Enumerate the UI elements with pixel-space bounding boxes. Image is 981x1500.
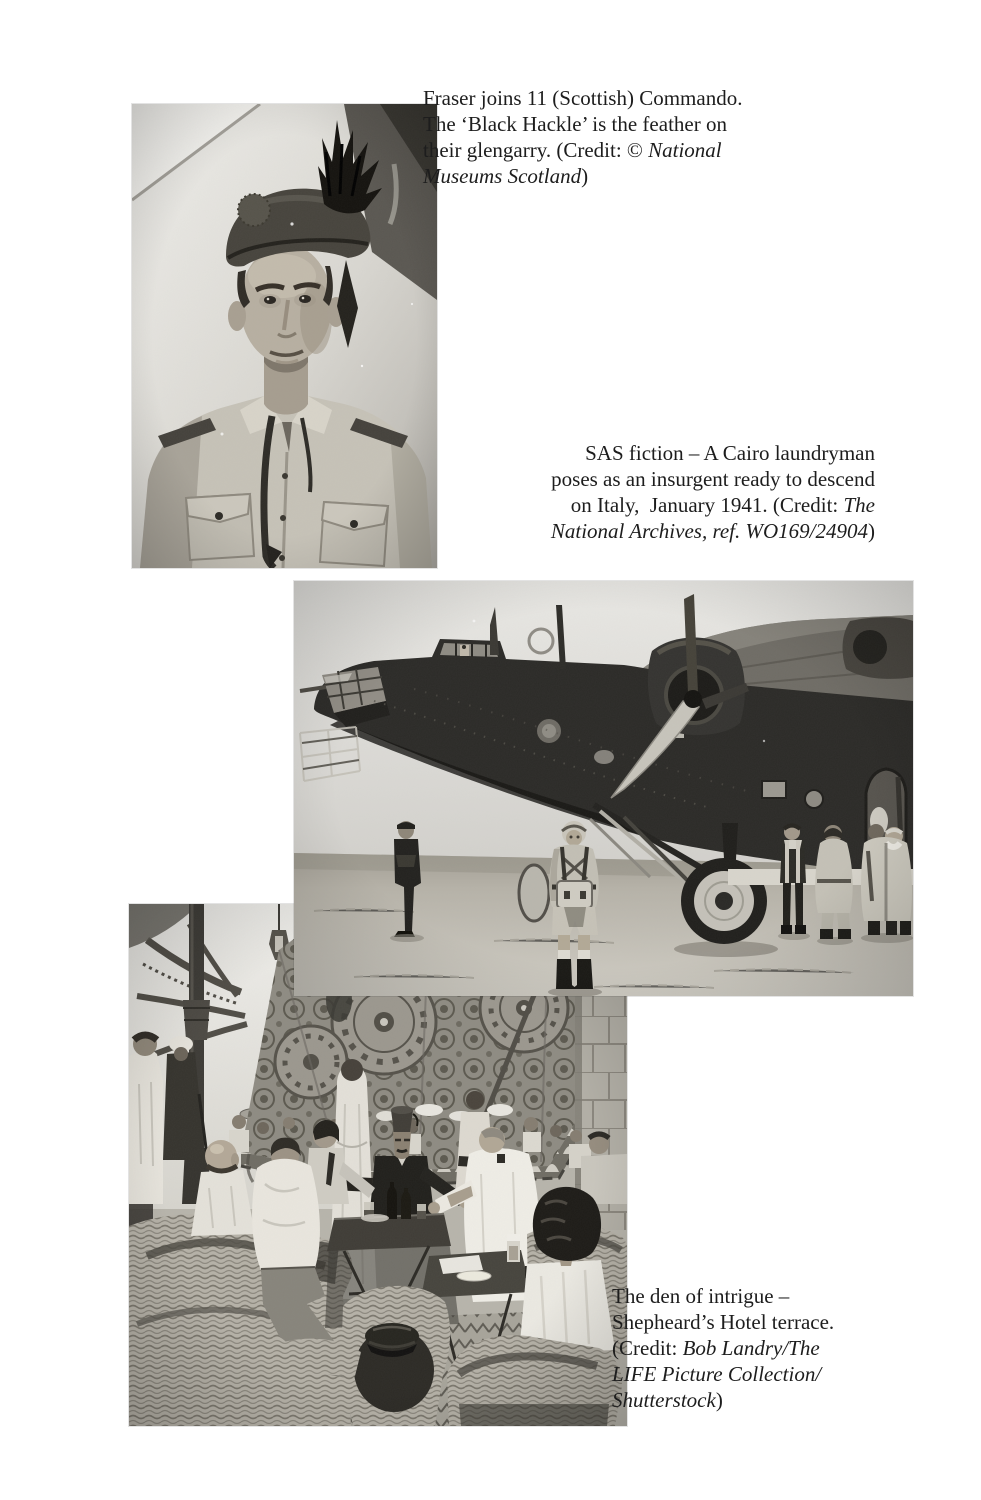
aircraft-photo-svg	[294, 581, 913, 996]
caption-line	[612, 1309, 952, 1335]
portrait-photo-svg	[132, 104, 437, 568]
caption-line	[435, 492, 875, 518]
caption-line	[435, 466, 875, 492]
caption-text: Shutterstock	[612, 1388, 716, 1412]
caption-text: National Archives, ref. WO169/24904	[550, 519, 868, 543]
photo-fraser-portrait	[132, 104, 437, 568]
caption-text: (Credit:	[612, 1336, 683, 1360]
caption-text: their glengarry. (Credit: ©	[423, 138, 649, 162]
caption-line	[435, 518, 875, 544]
caption-fraser	[423, 85, 793, 189]
caption-text: Museums Scotland	[423, 164, 582, 188]
caption-line	[612, 1283, 952, 1309]
caption-text: )	[581, 164, 589, 188]
caption-line	[423, 111, 793, 137]
caption-line	[612, 1335, 952, 1361]
caption-laundryman	[435, 440, 875, 544]
caption-text: The ‘Black Hackle’ is the feather on	[423, 112, 727, 136]
caption-line	[423, 163, 793, 189]
caption-line	[612, 1361, 952, 1387]
caption-line	[423, 137, 793, 163]
caption-text: poses as an insurgent ready to descend	[551, 467, 875, 491]
caption-text: )	[715, 1388, 723, 1412]
caption-text: on Italy, January 1941. (Credit:	[570, 493, 844, 517]
caption-line	[435, 440, 875, 466]
caption-text: Fraser joins 11 (Scottish) Commando.	[423, 86, 743, 110]
caption-text: National	[648, 138, 722, 162]
caption-line	[423, 85, 793, 111]
caption-text: Bob Landry/The	[682, 1336, 820, 1360]
caption-text: The den of intrigue –	[612, 1284, 790, 1308]
photo-bombay-aircraft	[294, 581, 913, 996]
caption-line	[612, 1387, 952, 1413]
caption-text: The	[843, 493, 875, 517]
caption-text: Shepheard’s Hotel terrace.	[612, 1310, 835, 1334]
caption-shepheards	[612, 1283, 952, 1413]
caption-text: )	[868, 519, 875, 543]
caption-text: SAS fiction – A Cairo laundryman	[585, 441, 875, 465]
caption-text: LIFE Picture Collection/	[612, 1362, 822, 1386]
